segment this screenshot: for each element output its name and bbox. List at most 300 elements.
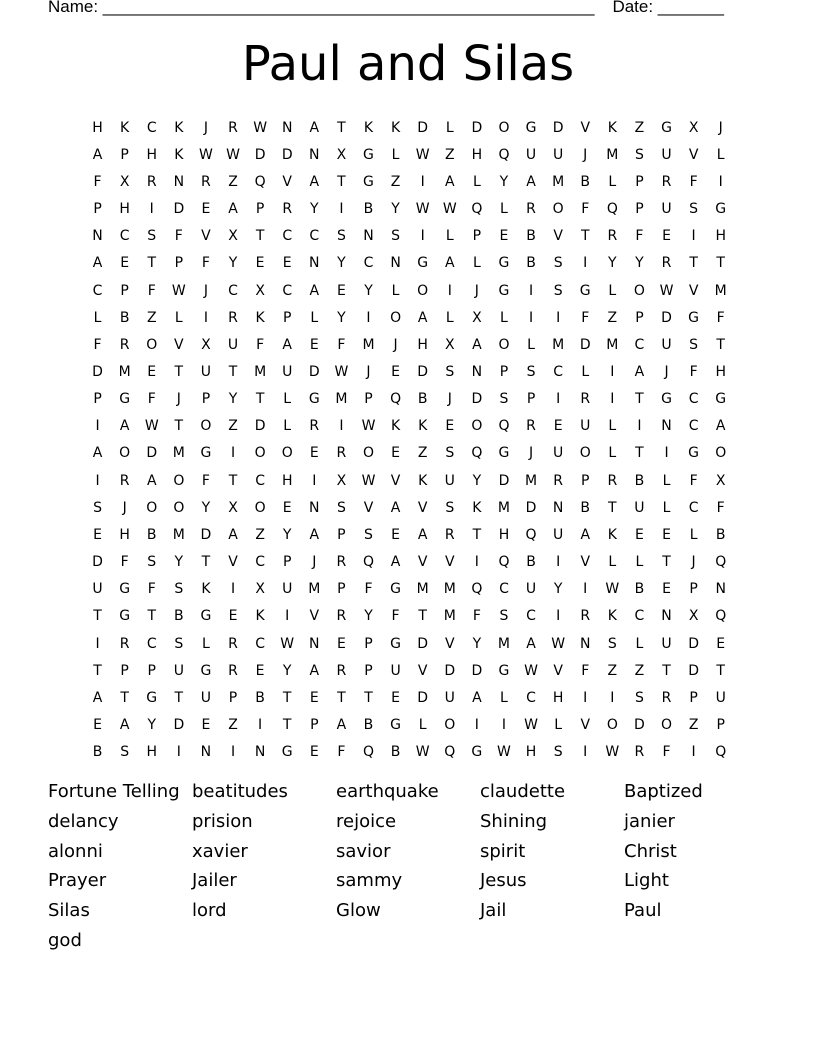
grid-letter: L bbox=[608, 173, 617, 190]
grid-letter: X bbox=[255, 282, 265, 299]
grid-letter: K bbox=[607, 608, 617, 625]
grid-letter: T bbox=[147, 255, 157, 272]
grid-letter: A bbox=[472, 689, 482, 706]
grid-row bbox=[84, 114, 734, 141]
grid-letter: T bbox=[93, 662, 102, 679]
grid-letter: W bbox=[415, 201, 430, 218]
grid-letter: A bbox=[444, 255, 455, 272]
grid-letter: H bbox=[715, 363, 726, 380]
grid-letter: T bbox=[255, 391, 265, 408]
grid-letter: B bbox=[174, 608, 184, 625]
grid-letter: V bbox=[201, 228, 211, 245]
grid-letter: R bbox=[228, 309, 238, 326]
grid-letter: V bbox=[553, 662, 563, 679]
grid-letter: F bbox=[581, 662, 590, 679]
grid-letter: N bbox=[200, 744, 212, 761]
grid-letter: I bbox=[149, 201, 154, 218]
grid-letter: I bbox=[230, 744, 236, 761]
grid-letter: G bbox=[525, 119, 537, 136]
grid-letter: E bbox=[93, 717, 102, 734]
grid-letter: J bbox=[393, 336, 398, 353]
grid-letter: O bbox=[390, 309, 402, 326]
grid-letter: M bbox=[172, 526, 185, 543]
grid-letter: G bbox=[308, 391, 320, 408]
grid-letter: V bbox=[363, 499, 374, 516]
grid-letter: L bbox=[689, 526, 698, 543]
grid-letter: R bbox=[607, 472, 618, 489]
grid-letter: N bbox=[579, 635, 591, 652]
grid-letter: J bbox=[366, 363, 371, 380]
grid-letter: U bbox=[525, 581, 537, 598]
grid-letter: C bbox=[526, 608, 536, 625]
grid-letter: M bbox=[714, 282, 727, 299]
grid-letter: H bbox=[552, 689, 564, 706]
grid-letter: Z bbox=[228, 418, 238, 435]
grid-letter: X bbox=[228, 228, 238, 245]
grid-letter: G bbox=[661, 391, 672, 408]
grid-letter: G bbox=[363, 146, 374, 163]
grid-letter: A bbox=[119, 418, 130, 435]
grid-letter: L bbox=[500, 689, 508, 706]
grid-letter: S bbox=[364, 526, 373, 543]
grid-letter: Y bbox=[608, 255, 617, 272]
grid-letter: P bbox=[635, 309, 644, 326]
grid-letter: V bbox=[688, 146, 699, 163]
grid-letter: M bbox=[525, 472, 538, 489]
grid-letter: F bbox=[716, 309, 725, 326]
grid-letter: O bbox=[606, 717, 618, 734]
grid-letter: E bbox=[309, 744, 319, 761]
grid-letter: W bbox=[442, 201, 457, 218]
word-list-item: god bbox=[48, 929, 82, 951]
grid-letter: O bbox=[633, 282, 645, 299]
grid-letter: D bbox=[471, 119, 483, 136]
grid-letter: V bbox=[174, 336, 184, 353]
grid-letter: B bbox=[146, 526, 157, 543]
grid-letter: T bbox=[337, 173, 346, 190]
grid-letter: Q bbox=[254, 173, 266, 190]
grid-letter: R bbox=[228, 662, 238, 679]
word-list-item: spirit bbox=[480, 840, 526, 862]
grid-letter: X bbox=[336, 472, 347, 489]
grid-letter: S bbox=[174, 581, 184, 598]
grid-letter: I bbox=[637, 418, 642, 435]
grid-letter: Q bbox=[471, 445, 483, 462]
grid-letter: S bbox=[499, 391, 509, 408]
grid-letter: B bbox=[92, 744, 103, 761]
grid-letter: I bbox=[501, 717, 507, 734]
grid-letter: L bbox=[581, 363, 590, 380]
grid-letter: Z bbox=[228, 173, 238, 190]
grid-letter: E bbox=[662, 581, 671, 598]
grid-letter: Q bbox=[715, 554, 727, 571]
grid-letter: Z bbox=[444, 146, 455, 163]
grid-letter: I bbox=[447, 282, 452, 299]
grid-letter: V bbox=[444, 635, 455, 652]
grid-letter: A bbox=[417, 526, 428, 543]
grid-letter: G bbox=[146, 689, 158, 706]
grid-letter: S bbox=[93, 499, 102, 516]
name-field-label: Name: ____________________________________________________ bbox=[48, 0, 595, 16]
grid-letter: P bbox=[147, 662, 156, 679]
grid-letter: K bbox=[174, 146, 184, 163]
grid-letter: G bbox=[119, 581, 131, 598]
grid-letter: R bbox=[336, 554, 347, 571]
grid-letter: X bbox=[228, 499, 238, 516]
grid-row bbox=[84, 549, 734, 576]
grid-letter: S bbox=[391, 228, 401, 245]
grid-letter: F bbox=[201, 472, 210, 489]
grid-letter: P bbox=[526, 391, 536, 408]
grid-letter: L bbox=[554, 717, 563, 734]
grid-letter: G bbox=[688, 445, 700, 462]
grid-letter: U bbox=[661, 146, 672, 163]
grid-row bbox=[84, 494, 734, 521]
grid-letter: P bbox=[228, 689, 238, 706]
grid-letter: I bbox=[556, 391, 561, 408]
grid-row bbox=[84, 331, 734, 358]
grid-letter: L bbox=[445, 119, 454, 136]
grid-letter: S bbox=[120, 744, 130, 761]
grid-letter: R bbox=[526, 201, 536, 218]
grid-letter: E bbox=[255, 255, 265, 272]
grid-letter: L bbox=[418, 717, 427, 734]
grid-letter: R bbox=[580, 391, 591, 408]
name-date-line bbox=[48, 0, 724, 17]
grid-letter: U bbox=[227, 336, 239, 353]
word-list-item: savior bbox=[336, 840, 391, 862]
grid-letter: O bbox=[552, 201, 564, 218]
grid-letter: T bbox=[174, 689, 184, 706]
grid-letter: G bbox=[498, 255, 510, 272]
grid-letter: G bbox=[579, 282, 591, 299]
grid-letter: F bbox=[174, 228, 183, 245]
grid-letter: T bbox=[282, 717, 292, 734]
grid-letter: I bbox=[718, 173, 723, 190]
grid-letter: I bbox=[528, 282, 534, 299]
grid-row bbox=[84, 440, 734, 467]
grid-letter: T bbox=[93, 608, 102, 625]
grid-letter: U bbox=[553, 526, 564, 543]
grid-letter: V bbox=[688, 282, 699, 299]
grid-letter: D bbox=[173, 201, 185, 218]
grid-letter: Q bbox=[606, 201, 618, 218]
grid-letter: T bbox=[201, 554, 211, 571]
grid-letter: K bbox=[607, 526, 617, 543]
grid-letter: I bbox=[339, 201, 344, 218]
grid-letter: U bbox=[444, 689, 455, 706]
grid-letter: T bbox=[228, 363, 238, 380]
grid-letter: F bbox=[147, 391, 156, 408]
grid-letter: I bbox=[420, 228, 425, 245]
grid-letter: A bbox=[309, 173, 320, 190]
grid-letter: D bbox=[688, 662, 699, 679]
grid-letter: V bbox=[417, 499, 428, 516]
grid-letter: R bbox=[119, 472, 130, 489]
grid-letter: A bbox=[92, 146, 103, 163]
grid-letter: E bbox=[391, 689, 400, 706]
grid-row bbox=[84, 630, 734, 657]
grid-letter: L bbox=[500, 201, 508, 218]
grid-letter: T bbox=[282, 689, 292, 706]
grid-letter: W bbox=[605, 581, 620, 598]
grid-letter: E bbox=[282, 499, 292, 516]
grid-letter: S bbox=[174, 635, 184, 652]
grid-letter: P bbox=[581, 472, 590, 489]
grid-letter: G bbox=[390, 635, 401, 652]
grid-letter: M bbox=[172, 445, 185, 462]
grid-letter: L bbox=[283, 418, 292, 435]
grid-letter: N bbox=[715, 581, 726, 598]
grid-letter: M bbox=[606, 146, 619, 163]
grid-letter: W bbox=[361, 418, 376, 435]
grid-row bbox=[84, 386, 734, 413]
grid-letter: K bbox=[120, 119, 130, 136]
grid-letter: K bbox=[418, 472, 428, 489]
word-list-item: Prayer bbox=[48, 870, 107, 892]
grid-letter: N bbox=[471, 363, 483, 380]
grid-row bbox=[84, 195, 734, 222]
grid-letter: E bbox=[336, 282, 346, 299]
grid-letter: N bbox=[309, 146, 320, 163]
grid-letter: J bbox=[312, 554, 317, 571]
grid-letter: Y bbox=[174, 554, 184, 571]
grid-letter: O bbox=[254, 499, 266, 516]
grid-letter: J bbox=[474, 282, 479, 299]
grid-letter: P bbox=[364, 635, 373, 652]
grid-letter: F bbox=[391, 608, 400, 625]
grid-letter: O bbox=[362, 445, 374, 462]
grid-letter: F bbox=[364, 581, 373, 598]
grid-letter: S bbox=[634, 146, 644, 163]
grid-letter: T bbox=[364, 689, 373, 706]
grid-letter: M bbox=[497, 499, 510, 516]
grid-letter: I bbox=[230, 581, 236, 598]
grid-letter: A bbox=[390, 499, 401, 516]
grid-letter: R bbox=[661, 689, 672, 706]
grid-letter: H bbox=[281, 472, 293, 489]
grid-letter: E bbox=[309, 445, 319, 462]
grid-letter: P bbox=[255, 201, 265, 218]
grid-letter: L bbox=[662, 499, 671, 516]
grid-letter: L bbox=[635, 554, 644, 571]
grid-letter: W bbox=[524, 717, 538, 734]
grid-letter: A bbox=[444, 173, 455, 190]
grid-letter: V bbox=[444, 554, 455, 571]
word-list-item: Baptized bbox=[624, 781, 703, 802]
grid-letter: F bbox=[256, 336, 265, 353]
grid-letter: W bbox=[171, 282, 186, 299]
grid-letter: W bbox=[659, 282, 674, 299]
grid-letter: C bbox=[688, 499, 699, 516]
word-list-item: xavier bbox=[192, 840, 248, 862]
grid-letter: D bbox=[471, 391, 483, 408]
grid-letter: X bbox=[119, 173, 130, 190]
grid-letter: Y bbox=[228, 391, 238, 408]
grid-letter: P bbox=[635, 201, 644, 218]
grid-letter: U bbox=[553, 445, 564, 462]
grid-letter: O bbox=[417, 282, 429, 299]
grid-letter: L bbox=[391, 146, 400, 163]
grid-letter: I bbox=[610, 363, 615, 380]
grid-letter: W bbox=[497, 744, 511, 761]
grid-letter: X bbox=[444, 336, 455, 353]
word-list-item: janier bbox=[624, 810, 675, 832]
grid-letter: G bbox=[715, 391, 727, 408]
grid-letter: U bbox=[580, 418, 591, 435]
grid-letter: T bbox=[255, 228, 265, 245]
grid-letter: B bbox=[715, 526, 726, 543]
grid-letter: S bbox=[689, 201, 699, 218]
grid-letter: A bbox=[92, 255, 103, 272]
grid-letter: I bbox=[556, 554, 561, 571]
grid-letter: O bbox=[471, 418, 483, 435]
grid-letter: K bbox=[363, 119, 374, 136]
grid-letter: G bbox=[200, 662, 212, 679]
grid-row bbox=[84, 304, 734, 331]
grid-letter: Y bbox=[228, 255, 238, 272]
word-list-item: prision bbox=[192, 810, 253, 832]
grid-letter: T bbox=[472, 526, 482, 543]
grid-letter: H bbox=[715, 228, 726, 245]
grid-letter: Z bbox=[255, 526, 265, 543]
grid-letter: B bbox=[580, 173, 591, 190]
grid-letter: F bbox=[635, 228, 644, 245]
grid-letter: Q bbox=[498, 146, 510, 163]
grid-letter: E bbox=[120, 255, 130, 272]
grid-letter: A bbox=[309, 282, 320, 299]
grid-letter: R bbox=[228, 635, 238, 652]
grid-letter: I bbox=[691, 228, 696, 245]
grid-letter: A bbox=[92, 445, 103, 462]
grid-letter: I bbox=[556, 309, 561, 326]
date-field-label: Date: _______ bbox=[612, 0, 724, 16]
grid-letter: O bbox=[579, 445, 591, 462]
word-list-item: Jail bbox=[480, 900, 507, 922]
grid-letter: R bbox=[119, 336, 130, 353]
grid-letter: N bbox=[309, 255, 320, 272]
grid-letter: X bbox=[715, 472, 726, 489]
grid-letter: J bbox=[203, 119, 208, 136]
grid-letter: W bbox=[144, 418, 159, 435]
grid-letter: G bbox=[498, 662, 510, 679]
grid-letter: I bbox=[610, 391, 615, 408]
grid-letter: H bbox=[498, 526, 510, 543]
grid-letter: I bbox=[203, 309, 208, 326]
grid-letter: I bbox=[95, 635, 100, 652]
grid-letter: N bbox=[309, 635, 320, 652]
grid-letter: J bbox=[664, 363, 669, 380]
grid-letter: E bbox=[391, 526, 400, 543]
grid-letter: P bbox=[174, 255, 184, 272]
grid-letter: W bbox=[226, 146, 240, 163]
grid-letter: F bbox=[147, 581, 156, 598]
grid-letter: B bbox=[634, 581, 645, 598]
grid-letter: T bbox=[716, 662, 725, 679]
grid-letter: M bbox=[443, 608, 456, 625]
grid-letter: O bbox=[146, 336, 158, 353]
grid-letter: P bbox=[120, 146, 129, 163]
grid-letter: O bbox=[200, 418, 212, 435]
grid-letter: A bbox=[228, 526, 238, 543]
grid-letter: T bbox=[635, 391, 644, 408]
grid-letter: V bbox=[553, 228, 563, 245]
grid-letter: M bbox=[118, 363, 131, 380]
grid-letter: O bbox=[444, 717, 456, 734]
grid-letter: D bbox=[254, 418, 266, 435]
grid-letter: B bbox=[363, 717, 374, 734]
grid-letter: M bbox=[552, 173, 565, 190]
grid-letter: I bbox=[664, 445, 669, 462]
grid-letter: S bbox=[634, 689, 644, 706]
grid-letter: J bbox=[176, 391, 181, 408]
grid-letter: J bbox=[122, 499, 127, 516]
grid-letter: C bbox=[688, 418, 699, 435]
grid-row bbox=[84, 576, 734, 603]
grid-letter: F bbox=[337, 336, 346, 353]
grid-row bbox=[84, 603, 734, 630]
grid-letter: G bbox=[661, 119, 672, 136]
grid-letter: J bbox=[447, 391, 452, 408]
grid-letter: O bbox=[281, 445, 293, 462]
grid-letter: P bbox=[310, 717, 319, 734]
grid-letter: C bbox=[282, 282, 293, 299]
grid-letter: U bbox=[92, 581, 103, 598]
grid-letter: J bbox=[583, 146, 588, 163]
grid-letter: H bbox=[119, 201, 130, 218]
grid-letter: S bbox=[445, 445, 455, 462]
grid-letter: P bbox=[120, 282, 129, 299]
grid-letter: R bbox=[607, 228, 618, 245]
grid-letter: M bbox=[308, 581, 321, 598]
grid-letter: I bbox=[366, 309, 371, 326]
grid-letter: K bbox=[390, 418, 401, 435]
grid-letter: J bbox=[203, 282, 208, 299]
grid-letter: C bbox=[309, 228, 320, 245]
grid-letter: E bbox=[634, 526, 644, 543]
grid-row bbox=[84, 168, 734, 195]
grid-letter: H bbox=[146, 744, 157, 761]
grid-letter: G bbox=[281, 744, 293, 761]
grid-letter: G bbox=[417, 255, 429, 272]
grid-row bbox=[84, 521, 734, 548]
grid-letter: J bbox=[718, 119, 723, 136]
grid-letter: B bbox=[580, 499, 591, 516]
grid-letter: E bbox=[716, 635, 726, 652]
word-list-item: Light bbox=[624, 870, 669, 892]
grid-letter: L bbox=[527, 336, 535, 353]
grid-letter: T bbox=[337, 689, 346, 706]
grid-letter: U bbox=[200, 689, 212, 706]
grid-letter: C bbox=[688, 391, 699, 408]
page-title: Paul and Silas bbox=[241, 36, 575, 92]
grid-letter: U bbox=[553, 146, 564, 163]
grid-letter: C bbox=[363, 255, 374, 272]
grid-letter: A bbox=[146, 472, 157, 489]
grid-letter: O bbox=[498, 336, 510, 353]
grid-letter: C bbox=[634, 608, 645, 625]
grid-letter: T bbox=[418, 608, 427, 625]
grid-letter: E bbox=[255, 662, 265, 679]
grid-letter: C bbox=[634, 336, 645, 353]
grid-letter: F bbox=[120, 554, 129, 571]
grid-letter: Z bbox=[634, 662, 645, 679]
grid-letter: L bbox=[500, 309, 508, 326]
grid-letter: V bbox=[580, 554, 591, 571]
grid-letter: C bbox=[282, 228, 293, 245]
grid-letter: A bbox=[417, 309, 428, 326]
grid-letter: S bbox=[607, 635, 617, 652]
